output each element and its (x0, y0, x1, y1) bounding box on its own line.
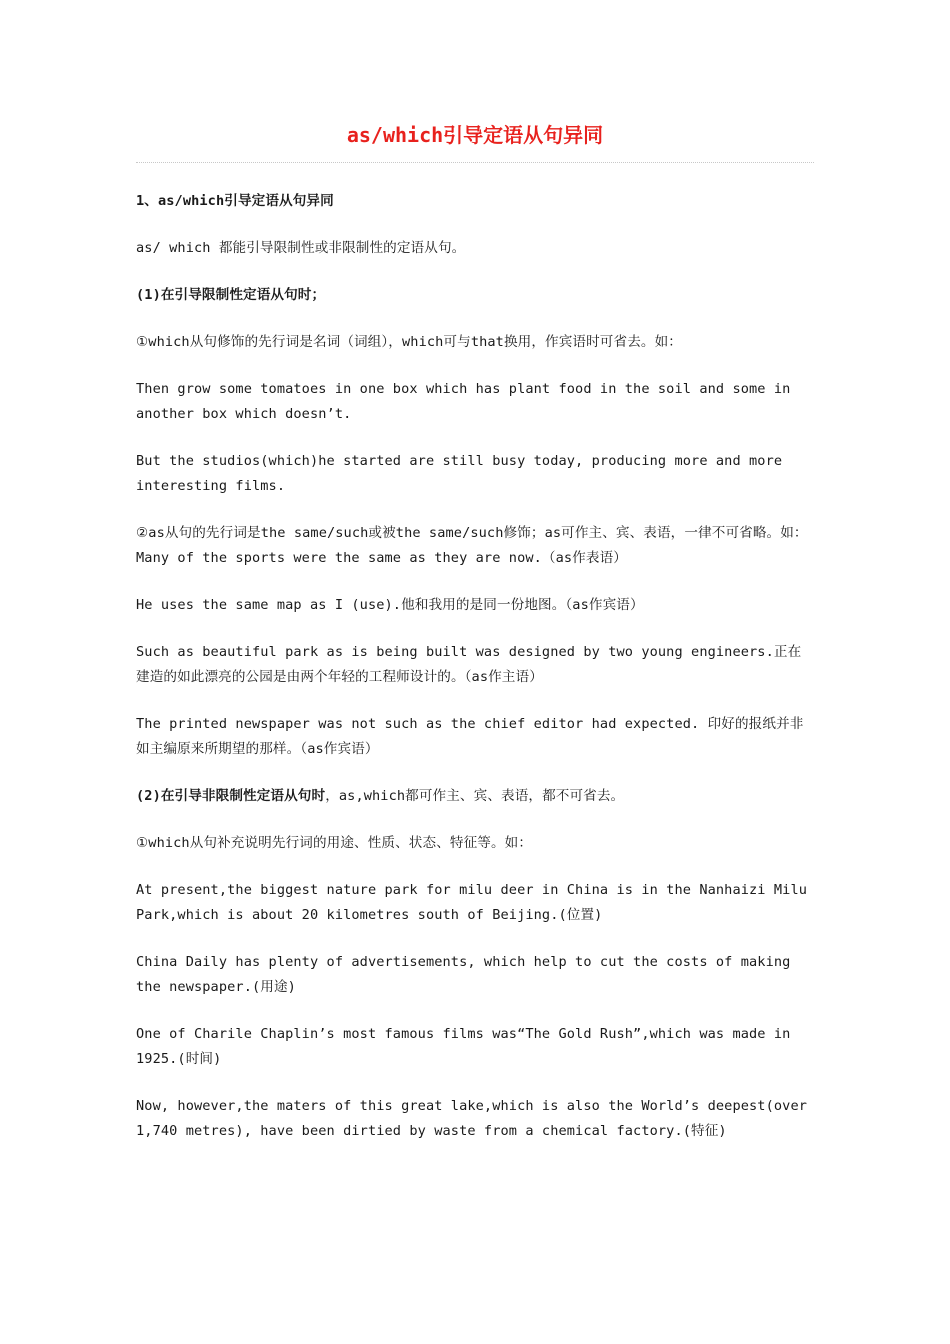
subsection-heading-bold: (2)在引导非限制性定语从句时 (136, 788, 326, 804)
paragraph-which-nonrestrictive: ①which从句补充说明先行词的用途、性质、状态、特征等。如： (136, 835, 533, 851)
subsection-heading-rest: ，as,which都可作主、宾、表语，都不可省去。 (325, 788, 625, 804)
example-lake: Now, however,the maters of this great lake,which is also the World’s deepest(over 1,740 metres), have been dirtied by waste from a chemical factory.(特征) (136, 1098, 808, 1139)
document-page (136, 118, 814, 1144)
subsection-heading-restrictive: (1)在引导限制性定语从句时； (136, 287, 326, 303)
example-china-daily: China Daily has plenty of advertisements, which help to cut the costs of making the newspaper.(用途) (136, 954, 791, 995)
example-printed-newspaper: The printed newspaper was not such as the chief editor had expected. 印好的报纸并非如主编原来所期望的那样。（as作宾语） (136, 716, 804, 757)
section-heading: 1、as/which引导定语从句异同 (136, 193, 334, 209)
title-divider (136, 162, 814, 163)
example-studios: But the studios(which)he started are still busy today, producing more and more interesting films. (136, 453, 783, 494)
example-beautiful-park: Such as beautiful park as is being built was designed by two young engineers.正在建造的如此漂亮的公园是由两个年轻的工程师设计的。（as作主语） (136, 644, 802, 685)
example-same-map: He uses the same map as I (use).他和我用的是同一份地图。（as作宾语） (136, 597, 644, 613)
paragraph-which-restrictive: ①which从句修饰的先行词是名词（词组），which可与that换用，作宾语时可省去。如： (136, 334, 682, 350)
intro-paragraph: as/ which 都能引导限制性或非限制性的定语从句。 (136, 240, 466, 256)
example-chaplin: One of Charile Chaplin’s most famous films was“The Gold Rush”,which was made in 1925.(时间) (136, 1026, 791, 1067)
subsection-heading-nonrestrictive (136, 784, 814, 809)
example-tomatoes: Then grow some tomatoes in one box which has plant food in the soil and some in another box which doesn’t. (136, 381, 791, 422)
example-milu-park: At present,the biggest nature park for milu deer in China is in the Nanhaizi Milu Park,which is about 20 kilometres south of Beijing.(位置) (136, 882, 808, 923)
paragraph-as-restrictive: ②as从句的先行词是the same/such或被the same/such修饰；as可作主、宾、表语，一律不可省略。如：Many of the sports were the same as they are now.（as作表语） (136, 525, 808, 566)
page-title: as/which引导定语从句异同 (346, 123, 604, 147)
